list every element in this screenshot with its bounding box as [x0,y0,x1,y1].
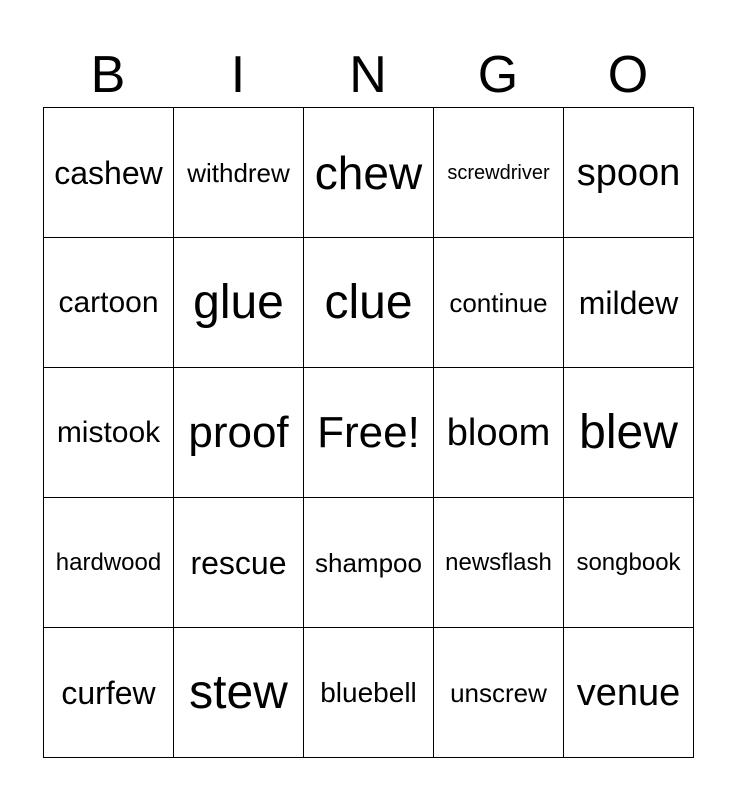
bingo-cell: spoon [564,108,694,238]
bingo-cell: cartoon [44,238,174,368]
bingo-cell: blew [564,368,694,498]
bingo-cell: newsflash [434,498,564,628]
bingo-cell: continue [434,238,564,368]
bingo-header [43,44,693,106]
header-letter-b: B [90,46,126,104]
bingo-cell: curfew [44,628,174,758]
bingo-cell: screwdriver [434,108,564,238]
free-space-cell: Free! [304,368,434,498]
bingo-board [43,107,694,758]
header-letter-i: I [230,46,246,104]
bingo-cell: withdrew [174,108,304,238]
bingo-cell: bloom [434,368,564,498]
header-letter-o: O [607,46,649,104]
bingo-cell: shampoo [304,498,434,628]
bingo-cell: stew [174,628,304,758]
bingo-cell: cashew [44,108,174,238]
header-letter-n: N [349,46,387,104]
bingo-cell: bluebell [304,628,434,758]
bingo-cell: chew [304,108,434,238]
bingo-cell: hardwood [44,498,174,628]
bingo-cell: mistook [44,368,174,498]
bingo-cell: glue [174,238,304,368]
bingo-cell: mildew [564,238,694,368]
bingo-cell: proof [174,368,304,498]
bingo-cell: venue [564,628,694,758]
bingo-cell: clue [304,238,434,368]
bingo-cell: rescue [174,498,304,628]
bingo-cell: unscrew [434,628,564,758]
bingo-cell: songbook [564,498,694,628]
header-letter-g: G [477,46,519,104]
